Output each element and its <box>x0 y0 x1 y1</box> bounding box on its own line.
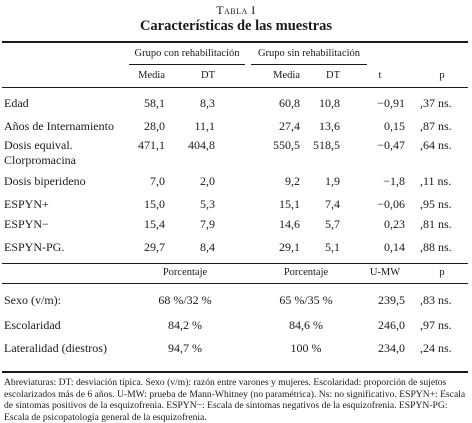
table-cell: 29,1 <box>279 240 300 254</box>
table-cell: 13,6 <box>319 119 340 133</box>
table-cell: 5,3 <box>200 197 215 211</box>
table-cell: ,24 ns. <box>420 341 452 355</box>
col-header-dt-1: DT <box>201 70 215 81</box>
footnote: Abreviaturas: DT: desviación típica. Sexo (v/m): razón entre varones y mujeres. Escolaridad: proporción de sujetos escolarizados más de 6 años. U-MW: prueba de Mann-Whitney (no paramétrica). Ns: no significativo. ESPYN+: Escala de síntomas positivos de la esquizofrenia. ESPYN−: Escala de síntomas negativos de la esquizofrenia. ESPYN-PG: Escala de psicopatología general de la esquizofrenia. <box>4 377 466 423</box>
bottom-rule <box>2 371 468 373</box>
top-rule <box>2 41 468 43</box>
col-header-umw: U-MW <box>369 267 401 278</box>
table-cell: −0,47 <box>377 138 405 152</box>
row-label: ESPYN− <box>4 217 49 231</box>
table-cell: ,83 ns. <box>420 293 452 307</box>
table-cell: 94,7 % <box>168 341 202 355</box>
table-cell: 8,3 <box>200 96 215 110</box>
table-cell: 471,1 <box>138 138 165 152</box>
table-cell: 0,15 <box>384 119 405 133</box>
row-label: Escolaridad <box>4 318 61 332</box>
table-cell: 7,9 <box>200 217 215 231</box>
mid-rule <box>2 263 468 264</box>
table-label: Tabla I <box>216 3 256 17</box>
table-cell: 14,6 <box>279 217 300 231</box>
table-cell: ,95 ns. <box>420 197 452 211</box>
table-cell: 9,2 <box>285 174 300 188</box>
table-cell: 7,0 <box>150 174 165 188</box>
table-cell: 84,6 % <box>289 318 323 332</box>
table-cell: 1,9 <box>325 174 340 188</box>
group-header-with-rehab: Grupo con rehabilitación <box>134 48 240 59</box>
table-cell: 15,0 <box>144 197 165 211</box>
col-header-p2: p <box>439 267 445 278</box>
table-cell: 100 % <box>290 341 322 355</box>
col-header-dt-2: DT <box>326 70 340 81</box>
table-cell: ,64 ns. <box>420 138 452 152</box>
group-underline-1 <box>129 64 245 65</box>
col-header-porcentaje-2: Porcentaje <box>283 267 329 278</box>
table-cell: 65 %/35 % <box>279 293 333 307</box>
table-cell: 27,4 <box>279 119 300 133</box>
table-cell: 2,0 <box>200 174 215 188</box>
row-label: Sexo (v/m): <box>4 293 61 307</box>
col-header-media-2: Media <box>273 70 300 81</box>
table-cell: ,87 ns. <box>420 119 452 133</box>
table-cell: 84,2 % <box>168 318 202 332</box>
table-cell: −0,91 <box>377 96 405 110</box>
row-label: ESPYN+ <box>4 197 49 211</box>
mid-rule-2 <box>2 283 468 284</box>
table-cell: ,11 ns. <box>420 174 452 188</box>
table-cell: 10,8 <box>319 96 340 110</box>
row-label: ESPYN-PG. <box>4 240 65 254</box>
table-title: Características de las muestras <box>139 18 333 34</box>
table-cell: 11,1 <box>194 119 215 133</box>
table-cell: 15,4 <box>144 217 165 231</box>
col-header-porcentaje-1: Porcentaje <box>162 267 208 278</box>
table-cell: 246,0 <box>378 318 405 332</box>
table-cell: 234,0 <box>378 341 405 355</box>
table-cell: ,37 ns. <box>420 96 452 110</box>
table-cell: 239,5 <box>378 293 405 307</box>
table-cell: 518,5 <box>313 138 340 152</box>
table-cell: ,97 ns. <box>420 318 452 332</box>
table-cell: 5,1 <box>325 240 340 254</box>
table-cell: 0,23 <box>384 217 405 231</box>
table-cell: 29,7 <box>144 240 165 254</box>
table-cell: ,81 ns. <box>420 217 452 231</box>
row-label: Dosis biperideno <box>4 174 86 188</box>
table-cell: 5,7 <box>325 217 340 231</box>
group-header-without-rehab: Grupo sin rehabilitación <box>257 48 361 59</box>
header-rule <box>2 87 468 88</box>
table-cell: −1,8 <box>383 174 405 188</box>
row-label: Edad <box>4 96 29 110</box>
col-header-t: t <box>378 70 382 81</box>
table-cell: 68 %/32 % <box>158 293 212 307</box>
col-header-p: p <box>439 70 445 81</box>
table-cell: 15,1 <box>279 197 300 211</box>
table-cell: ,88 ns. <box>420 240 452 254</box>
table-cell: −0,06 <box>377 197 405 211</box>
table-cell: 404,8 <box>188 138 215 152</box>
table-cell: 550,5 <box>273 138 300 152</box>
table-cell: 58,1 <box>144 96 165 110</box>
row-label: Lateralidad (diestros) <box>4 341 107 355</box>
table-cell: 28,0 <box>144 119 165 133</box>
table-cell: 0,14 <box>384 240 405 254</box>
col-header-media-1: Media <box>138 70 165 81</box>
row-label: Años de Internamiento <box>4 119 114 133</box>
table-cell: 8,4 <box>200 240 215 254</box>
group-underline-2 <box>251 64 367 65</box>
table-cell: 7,4 <box>325 197 340 211</box>
table-cell: 60,8 <box>279 96 300 110</box>
row-label: Dosis equival. Clorpromacina <box>4 138 76 167</box>
